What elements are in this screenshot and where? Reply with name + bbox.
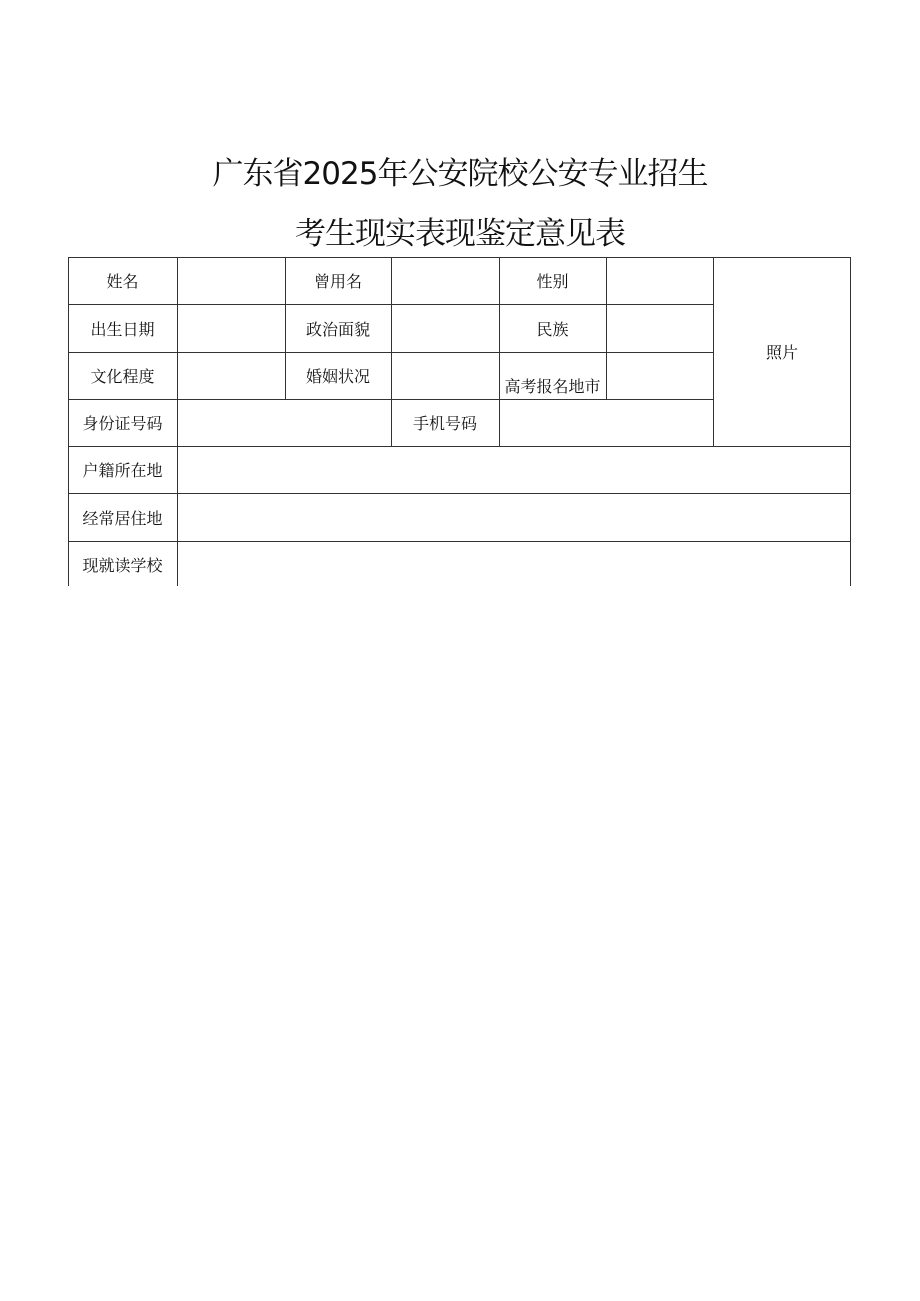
label-birth-date: 出生日期	[90, 319, 155, 339]
field-marital-status[interactable]	[391, 352, 499, 399]
field-exam-city[interactable]	[606, 352, 713, 399]
table-border-line	[499, 257, 500, 446]
table-border-line	[713, 257, 714, 446]
label-exam-city: 高考报名地市	[504, 377, 601, 396]
label-name: 姓名	[106, 272, 139, 291]
field-household-registration[interactable]	[177, 446, 851, 493]
table-border-line	[391, 257, 392, 446]
field-gender[interactable]	[606, 257, 713, 304]
table-border-line	[606, 257, 607, 399]
field-current-school[interactable]	[177, 541, 851, 586]
label-former-name: 曾用名	[313, 272, 362, 291]
table-border-line	[68, 446, 851, 447]
label-household-registration: 户籍所在地	[82, 461, 163, 480]
table-border-line	[68, 541, 851, 542]
label-gender: 性别	[536, 272, 569, 291]
label-education-level: 文化程度	[90, 367, 155, 386]
document-title-line-2: 考生现实表现鉴定意见表	[295, 216, 625, 252]
photo-box[interactable]: 照片	[765, 343, 798, 362]
label-marital-status: 婚姻状况	[305, 367, 370, 386]
table-border-line	[285, 257, 286, 399]
table-border-line	[68, 257, 69, 586]
label-political-status: 政治面貌	[305, 319, 370, 339]
table-border-line	[68, 257, 851, 258]
field-political-status[interactable]	[391, 304, 499, 352]
field-education-level[interactable]	[177, 352, 285, 399]
appraisal-form-table	[0, 0, 920, 600]
table-border-line	[68, 493, 851, 494]
table-border-line	[177, 257, 178, 586]
field-birth-date[interactable]	[177, 304, 285, 352]
label-id-number: 身份证号码	[82, 414, 163, 433]
field-residence[interactable]	[177, 493, 851, 541]
label-residence: 经常居住地	[82, 508, 163, 528]
field-former-name[interactable]	[391, 257, 499, 304]
field-phone-number[interactable]	[499, 399, 713, 446]
field-name[interactable]	[177, 257, 285, 304]
table-border-line	[850, 257, 851, 586]
label-ethnicity: 民族	[536, 319, 569, 339]
field-id-number[interactable]	[177, 399, 391, 446]
label-phone-number: 手机号码	[412, 414, 477, 433]
field-ethnicity[interactable]	[606, 304, 713, 352]
document-title-line-1: 广东省2025年公安院校公安专业招生	[212, 156, 708, 192]
label-current-school: 现就读学校	[82, 556, 163, 575]
